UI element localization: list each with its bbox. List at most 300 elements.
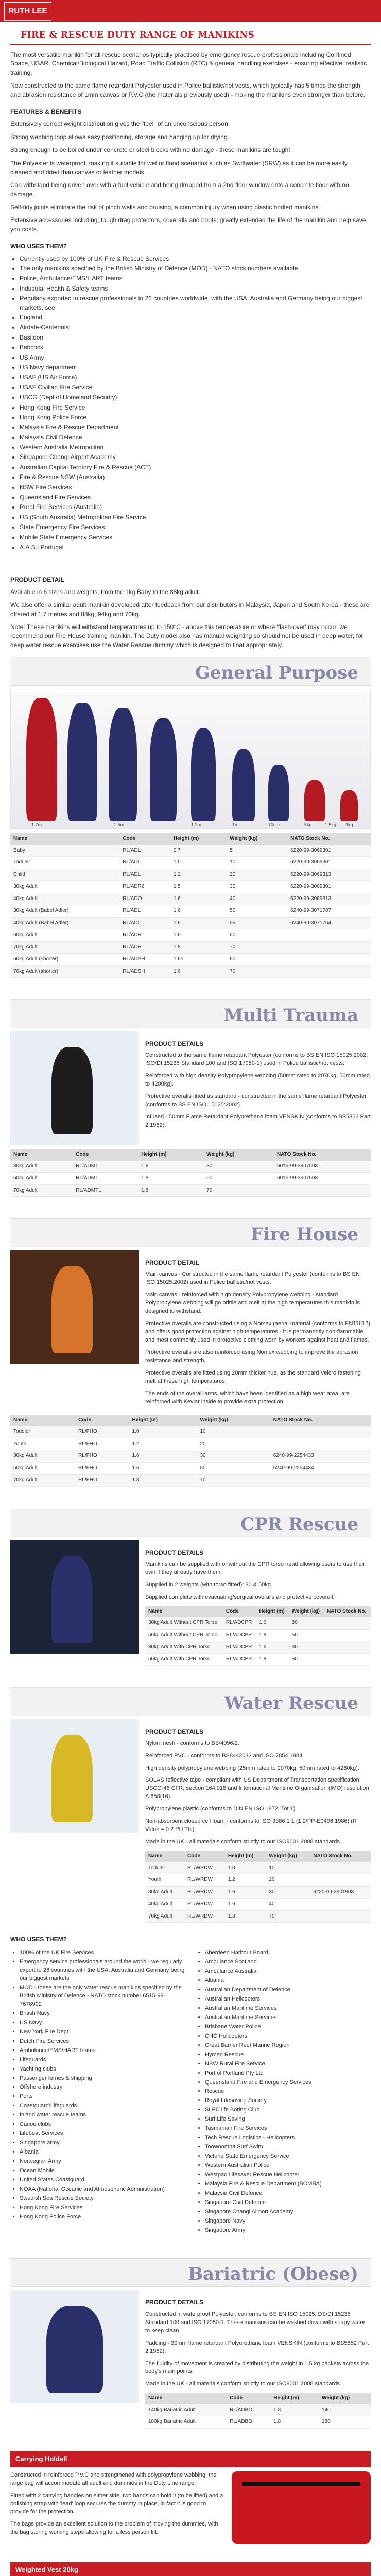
table-cell: 6015-99-3907503 <box>274 1161 371 1173</box>
water-user-item: • CHC Helicopters <box>205 2032 371 2041</box>
ba-detail: Made in the UK - all materials conform strictly to our ISO9001:2008 standards. <box>145 2381 341 2387</box>
table-cell <box>287 965 371 978</box>
intro-paragraph: The most versatile manikin for all rescue scenarios typically practised by emergency rescue professionals including Confined Space, USAR, Chemical/Biological Hazard, Road Traffic Collision (RTC) & general handling exercises - ensuring effective, realistic training. <box>10 51 367 76</box>
column-header: Weight (kg) <box>203 1149 274 1161</box>
water-users-list-right <box>196 1949 371 2235</box>
table-cell: 1.8 <box>138 1173 203 1185</box>
gp-detail: Available in 6 sizes and weights, from the 1kg Baby to the 88kg adult. <box>10 588 200 596</box>
water-user-item: • Malaysia Fire & Rescue Department (BOMBA) <box>205 2180 371 2189</box>
holdall-photo <box>232 2471 371 2544</box>
general-purpose-banner <box>10 657 371 686</box>
column-header: Name <box>10 1415 75 1427</box>
who-uses-item: • USAF Civilian Fire Service <box>20 383 371 392</box>
column-header: NATO Stock No. <box>287 833 371 845</box>
cpr-rescue-spec-table <box>145 1606 371 1666</box>
table-cell: 30 <box>203 1161 274 1173</box>
multi-trauma-spec-table <box>10 1149 371 1197</box>
table-cell: 1.6 <box>129 1450 197 1463</box>
column-header: Weight (kg) <box>319 2393 371 2404</box>
section-title: General Purpose <box>195 663 358 684</box>
table-cell: 1.8 <box>256 1629 288 1641</box>
who-uses-item: • US (South Australia) Metropolitan Fire Service <box>20 513 371 522</box>
water-user-item: • NOAA (National Oceanic and Atmospheric Administration) <box>20 2185 185 2194</box>
table-row <box>10 1173 371 1185</box>
manikin-figure <box>109 708 137 821</box>
table-cell: 60kg Adult (shorter) <box>10 954 119 966</box>
table-cell: 1.6 <box>170 905 227 918</box>
table-cell: 70kg Adult <box>10 941 119 954</box>
table-cell: RL/FHO <box>75 1438 129 1450</box>
table-cell <box>287 929 371 942</box>
column-header: Height (m) <box>225 1851 266 1862</box>
water-user-item: • Swedish Sea Rescue Society <box>20 2195 185 2203</box>
table-cell: 30 <box>289 1617 324 1629</box>
who-uses-item: • Malaysia Fire & Rescue Department <box>20 423 371 432</box>
column-header: Weight (kg) <box>227 833 287 845</box>
table-cell: 1.6 <box>256 1641 288 1654</box>
table-cell: 70 <box>203 1184 274 1197</box>
intro-paragraph: Now constructed to the same flame retardant Polyester used in Police ballistic/riot vests, which typically has 5 times the strength and abrasion resistance of 1mm canvas or P.V.C (the materials previously used) - making the manikins even stronger than before. <box>10 82 366 98</box>
manikin-figure <box>191 728 216 821</box>
who-uses-item: • USAF (US Air Force) <box>20 373 371 382</box>
table-cell: RL/ADL <box>119 857 170 869</box>
general-purpose-detail-heading: PRODUCT DETAIL <box>10 576 65 584</box>
table-row <box>145 1862 371 1874</box>
column-header: Height (m) <box>138 1149 203 1161</box>
who-uses-item: • England <box>20 313 371 322</box>
holdall-strap <box>242 2482 360 2486</box>
table-cell: 70kg Adult (shorter) <box>10 965 119 978</box>
table-row <box>145 1617 371 1629</box>
table-cell: 1.8 <box>138 1184 203 1197</box>
table-cell: RL/WRDW <box>184 1886 225 1899</box>
table-cell: RL/ADMTL <box>73 1184 138 1197</box>
table-cell: RL/FHO <box>75 1462 129 1475</box>
mt-detail: Reinforced with high density Polypropylene webbing (50mm rated to 2070kg, 50mm rated to 4280kg). <box>145 1073 370 1088</box>
brand-header <box>0 0 381 22</box>
table-cell: 1.8 <box>170 941 227 954</box>
water-user-item: • 100% of the UK Fire Services <box>20 1949 185 1957</box>
who-uses-item: • Hong Kong Police Force <box>20 413 371 422</box>
table-cell: 1.6 <box>170 929 227 942</box>
table-cell: 1.0 <box>225 1862 266 1874</box>
fire-house-banner <box>10 1218 371 1247</box>
cpr-rescue-photo <box>10 1540 139 1654</box>
table-cell <box>324 1641 371 1654</box>
who-uses-item: • Mobile State Emergency Services <box>20 533 371 542</box>
mt-detail: Infused - 50mm Flame Retardant Polyurethane foam VENSKIN (conforms to BS5852 Part 2 1982). <box>145 1114 371 1129</box>
table-cell: Child <box>10 869 119 881</box>
water-user-item: • Norwegian Army <box>20 2158 185 2166</box>
who-uses-item: • The only manikins specified by the British Ministry of Defence (MOD) - NATO stock numbers available <box>20 264 371 273</box>
water-user-item: • Victoria State Emergency Service <box>205 2153 371 2161</box>
who-uses-item: • Queensland Fire Services <box>20 493 371 502</box>
who-uses-heading: WHO USES THEM? <box>10 243 67 250</box>
water-user-item: • Ambulance Scotland <box>205 1958 371 1967</box>
table-cell: 30kg Adult <box>10 881 119 893</box>
table-row <box>10 917 371 929</box>
water-user-item: • Toowoomba Surf Swim <box>205 2143 371 2151</box>
water-user-item: • US Navy <box>20 2019 185 2027</box>
table-cell: 40kg Adult <box>145 1899 184 1911</box>
water-user-item: • Lifeguards <box>20 2056 185 2064</box>
water-user-item: • Tasmanian Fire Services <box>205 2125 371 2133</box>
table-cell: RL/ADMT <box>73 1173 138 1185</box>
table-row <box>145 1886 371 1899</box>
cpr-rescue-banner <box>10 1509 371 1537</box>
water-user-item: • Malaysia Civil Defence <box>205 2190 371 2198</box>
cpr-detail: Supplied in 2 weights (with torso fitted): 30 & 50kg. <box>145 1581 273 1588</box>
column-header: Name <box>10 833 119 845</box>
who-uses-item: • NSW Fire Services <box>20 483 371 492</box>
table-row <box>10 941 371 954</box>
water-who-heading: WHO USES THEM? <box>10 1936 67 1943</box>
table-cell: 20 <box>227 869 287 881</box>
water-user-item: • Ocean Mobile <box>20 2167 185 2175</box>
table-cell: RL/ADL <box>119 905 170 918</box>
table-cell: 20 <box>197 1438 270 1450</box>
table-cell: 70 <box>227 965 287 978</box>
table-cell: 5 <box>227 845 287 857</box>
section-title: Fire House <box>251 1224 358 1245</box>
column-header: Name <box>145 1851 184 1862</box>
water-user-item: • Australian Maritime Services <box>205 2005 371 2013</box>
fh-detail: Protective overalls are constructed using a Nomex (aerial material (conforms to EN11612) and offers good protection against high temperatures - it is permanently non-flammable and most commonly used in protective clothing worn by workers against heat and flames. <box>145 1320 370 1344</box>
water-user-item: • United States Coastguard <box>20 2176 185 2184</box>
table-row <box>10 1184 371 1197</box>
who-uses-item: • Industrial Health & Safety teams <box>20 284 371 293</box>
water-users-list-left <box>10 1949 185 2235</box>
table-cell: 30 <box>227 881 287 893</box>
table-row <box>145 2404 371 2416</box>
table-row <box>10 869 371 881</box>
table-row <box>10 1161 371 1173</box>
table-cell: 20 <box>266 1874 310 1887</box>
water-user-item: • Offshore industry <box>20 2083 185 2092</box>
table-cell: RL/ADR6 <box>119 881 170 893</box>
column-header: Code <box>119 833 170 845</box>
holdall-paragraph: Constructed in reinforced P.V.C and strengthened with polypropylene webbing, the large bag will accommodate all adult and dummies in the Duty Line range. <box>10 2471 217 2486</box>
ba-detail: Constructed in waterproof Polyester, conforms to BS EN ISO 15025, DS/DI 15236 Standard 100 and ISO 17050-1. These manikins can be washed down with soapy water to keep clean. <box>145 2311 366 2334</box>
column-header: NATO Stock No. <box>324 1606 371 1618</box>
table-cell: 50 <box>289 1629 324 1641</box>
product-detail-heading: PRODUCT DETAILS <box>145 1549 204 1556</box>
column-header: Weight (kg) <box>266 1851 310 1862</box>
water-user-item: • SLPC life Boring Club <box>205 2106 371 2114</box>
table-row <box>145 1910 371 1923</box>
manikin-figure <box>46 2306 103 2393</box>
water-user-item: • Singapore Army <box>205 2227 371 2235</box>
table-cell: RL/ADR <box>119 929 170 942</box>
multi-trauma-photo <box>10 1031 139 1145</box>
size-label: 1.2m <box>191 822 202 828</box>
ruth-lee-logo: RUTH LEE <box>4 2 51 21</box>
table-cell: RL/ADCPR <box>223 1629 256 1641</box>
size-label: 70cm <box>268 822 280 828</box>
ba-detail: The fluidity of movement is created by distributing the weight in 1.5 kg packets across the body's main points. <box>145 2360 369 2375</box>
table-cell: RL/ADCPR <box>223 1641 256 1654</box>
table-header-row <box>145 1606 371 1618</box>
water-user-item: • Western Australian Police <box>205 2162 371 2170</box>
column-header: Name <box>10 1149 73 1161</box>
table-cell: 50kg Adult <box>10 1173 73 1185</box>
manikin-figure <box>232 749 255 821</box>
who-uses-item: • Rural Fire Services (Australia) <box>20 503 371 512</box>
table-cell: 50kg Adult Without CPR Torso <box>145 1629 223 1641</box>
wr-detail: Non-absorbent closed cell foam - conforms to ISO 3386 1 1 (1.2/PP-E0406 1986) (R Value = 0.2 PU Thi). <box>145 1818 357 1833</box>
table-cell: RL/ADCPR <box>223 1653 256 1666</box>
table-cell: 1.2 <box>129 1438 197 1450</box>
product-detail-heading: PRODUCT DETAIL <box>145 1259 200 1267</box>
who-uses-item: • Regularly exported to rescue professionals in 26 countries worldwide, with the USA, Australia and Germany being our biggest markets, see: <box>20 294 371 312</box>
water-user-item: • Ambulance/EMS/HART teams <box>20 2047 185 2055</box>
table-row <box>145 2416 371 2429</box>
feature-item: Extensive accessories including; tough drag protectors, coveralls and boots; greatly extended the life of the manikin and help save you costs. <box>10 216 366 233</box>
water-user-item: • Emergency service professionals around the world - we regularly export to 26 countries with the USA, Australia and Germany being our biggest markets <box>20 1958 185 1983</box>
table-cell: 10 <box>266 1862 310 1874</box>
water-user-item: • MOD - these are the only water rescue manikins specified by the British Ministry of Defence - NATO stock number 6515-99-7678902 <box>20 1984 185 2009</box>
manikin-figure <box>304 780 325 821</box>
column-header: Name <box>145 1606 223 1618</box>
who-uses-item: • Babcock <box>20 343 371 352</box>
size-label: 1.5kg <box>325 822 337 828</box>
table-cell: 70kg Adult <box>10 1184 73 1197</box>
water-user-item: • Singapore Civil Defence <box>205 2199 371 2207</box>
size-label: 3kg <box>345 822 353 828</box>
table-cell: RL/WRDW <box>184 1874 225 1887</box>
column-header: Height (m) <box>170 833 227 845</box>
table-cell: 10 <box>197 1426 270 1438</box>
table-header-row <box>10 833 371 845</box>
water-user-item: • Singapore army <box>20 2139 185 2147</box>
cpr-detail: Supplied complete with evacuating/surgical overalls and protective coverall. <box>145 1594 335 1600</box>
size-label: 1.7m <box>31 822 42 828</box>
fire-house-spec-table <box>10 1415 371 1487</box>
who-uses-item: • Currently used by 100% of UK Fire & Rescue Services <box>20 255 371 263</box>
holdall-heading: Carrying Holdall <box>10 2451 371 2467</box>
table-header-row <box>10 1149 371 1161</box>
water-user-item: • Royal Lifesaving Society <box>205 2097 371 2105</box>
water-rescue-spec-table <box>145 1851 371 1923</box>
table-cell: 1.2 <box>225 1874 266 1887</box>
column-header: Height (m) <box>270 2393 319 2404</box>
product-detail-heading: PRODUCT DETAILS <box>145 1728 204 1736</box>
bariatric-banner <box>10 2258 371 2287</box>
manikin-figure <box>340 790 358 821</box>
table-cell <box>270 1475 371 1487</box>
table-cell: 6240-99-3071764 <box>287 917 371 929</box>
water-user-item: • Coastguard/Lifeguards <box>20 2102 185 2110</box>
table-cell: 30 <box>197 1450 270 1463</box>
water-user-item: • Australian Maritime Services <box>205 2014 371 2022</box>
table-cell: 1.8 <box>270 2404 319 2416</box>
table-cell: 60kg Adult <box>10 929 119 942</box>
table-cell: 6240-99-2254433 <box>270 1450 371 1463</box>
table-cell: 30 <box>289 1641 324 1654</box>
table-row <box>10 881 371 893</box>
table-cell: 1.6 <box>138 1161 203 1173</box>
table-row <box>10 929 371 942</box>
column-header: Weight (kg) <box>197 1415 270 1427</box>
holdall-paragraph: The bags provide an excellent solution to the problem of moving the dummies, with the bag storing working steps allowing for a less person lift. <box>10 2521 218 2536</box>
table-cell: 1.6 <box>225 1886 266 1899</box>
holdall-paragraph: Fitted with 2 carrying handles on either side, two hands can hold it (to be lifted) and a polishing strap with 'lead' loop secures the dummy in place, in fact it is good to provide for the protection. <box>10 2492 223 2515</box>
table-cell: 1.8 <box>256 1653 288 1666</box>
table-cell: RL/ADL <box>119 869 170 881</box>
table-cell: 180kg Bariatric Adult <box>145 2416 227 2429</box>
table-cell: 6220-99-3069301 <box>287 845 371 857</box>
table-cell: Youth <box>10 1438 75 1450</box>
water-user-item: • New York Fire Dept <box>20 2028 185 2037</box>
table-cell: RL/ADSH <box>119 965 170 978</box>
who-uses-list <box>10 255 371 552</box>
table-cell: RL/WRDW <box>184 1862 225 1874</box>
table-cell: 30kg Adult <box>145 1886 184 1899</box>
water-rescue-banner <box>10 1687 371 1716</box>
table-row <box>10 893 371 905</box>
manikin-figure <box>51 1556 93 1643</box>
table-cell: 6220-99-3069313 <box>287 893 371 905</box>
table-cell: 1.8 <box>270 2416 319 2429</box>
table-cell: 70 <box>266 1910 310 1923</box>
table-cell: 1.6 <box>129 1462 197 1475</box>
section-title: Multi Trauma <box>223 1005 358 1026</box>
table-cell <box>287 941 371 954</box>
table-cell: 60 <box>227 954 287 966</box>
table-cell: 50 <box>289 1653 324 1666</box>
water-user-item: • NSW Rural Fire Service <box>205 2060 371 2069</box>
water-user-item: • Westpac Lifesaver Rescue Helicopter <box>205 2171 371 2179</box>
page-title: FIRE & RESCUE DUTY RANGE OF MANIKINS <box>10 22 371 45</box>
fh-detail: Main canvas - Constructed in the same flame retardant Polyester (conforms to BS EN ISO 15025:2002) used in Police ballistic/riot vests. <box>145 1271 360 1286</box>
table-cell: 1.6 <box>170 965 227 978</box>
table-cell: 40 <box>266 1899 310 1911</box>
water-user-item: • Lifeboat Services <box>20 2130 185 2138</box>
table-cell: Baby <box>10 845 119 857</box>
table-cell: 50 <box>197 1462 270 1475</box>
ba-detail: Padding - 30mm flame retardant Polyurethane foam VENSKIN (conforms to BS5852 Part 2 1982). <box>145 2340 369 2354</box>
feature-item: Strong enough to be boiled under concrete or steel blocks with no damage - these manikins are tough! <box>10 146 290 154</box>
table-cell: 50kg Adult <box>10 1462 75 1475</box>
column-header: Code <box>223 1606 256 1618</box>
table-cell <box>270 1438 371 1450</box>
who-uses-item: • USCG (Dept of Homeland Security) <box>20 393 371 402</box>
size-label: 1.5m <box>114 822 125 828</box>
table-cell: RL/ADO <box>119 893 170 905</box>
features-list <box>10 120 371 234</box>
table-cell: 10 <box>227 857 287 869</box>
water-rescue-photo <box>10 1719 139 1833</box>
table-cell <box>324 1629 371 1641</box>
table-cell <box>324 1617 371 1629</box>
water-user-item: • British Navy <box>20 2010 185 2018</box>
water-user-item: • Hymen Rescue <box>205 2051 371 2059</box>
table-cell: RL/FHO <box>75 1475 129 1487</box>
water-user-item: • Passenger ferries & shipping <box>20 2075 185 2083</box>
table-cell: 6220-99-3069313 <box>287 869 371 881</box>
table-cell: RL/ADCPR <box>223 1617 256 1629</box>
column-header: NATO Stock No. <box>310 1851 371 1862</box>
table-row <box>145 1641 371 1654</box>
table-cell: RL/WRDW <box>184 1899 225 1911</box>
feature-item: Can withstand being driven over with a fuel vehicle and being dropped from a 2nd floor window onto a concrete floor with no damage. <box>10 181 349 198</box>
table-row <box>10 954 371 966</box>
table-row <box>10 1450 371 1463</box>
table-cell: 1.2 <box>170 869 227 881</box>
manikin-figure <box>67 703 97 821</box>
water-user-item: • Great Barrier Reef Marine Region <box>205 2042 371 2050</box>
water-user-item: • Tech Rescue Logistics - Helicopters <box>205 2134 371 2142</box>
table-cell: 30kg Adult With CPR Torso <box>145 1641 223 1654</box>
table-cell: 1.0 <box>129 1426 197 1438</box>
water-user-item: • Canoe clubs <box>20 2121 185 2129</box>
table-cell: 0.7 <box>170 845 227 857</box>
manikin-figure <box>51 1047 93 1134</box>
table-cell <box>270 1426 371 1438</box>
water-user-item: • Queensland Fire and Emergency Services <box>205 2079 371 2087</box>
table-cell: 6240-99-2254434 <box>270 1462 371 1475</box>
who-uses-item: • Western Australia Metropolitan <box>20 443 371 452</box>
water-user-item: • Australian Helicopters <box>205 1995 371 2004</box>
table-row <box>145 1629 371 1641</box>
water-user-item: • Surf Life Saving <box>205 2115 371 2124</box>
table-row <box>10 845 371 857</box>
wr-detail: High density polypropylene webbing (25mm rated to 2070kg, 50mm rated to 4280kg). <box>145 1765 359 1771</box>
table-cell: 6015-99-3907503 <box>274 1173 371 1185</box>
mt-detail: Constructed to the same flame retardant Polyester (conforms to BS EN ISO 15025:2002, ISO/DI 15236 Standard 100 and ISO 17050-1) used in Police ballistic/riot vests. <box>145 1052 368 1067</box>
table-cell: 6220-99-3069301 <box>287 881 371 893</box>
table-row <box>145 1874 371 1887</box>
table-row <box>10 1426 371 1438</box>
column-header: Code <box>75 1415 129 1427</box>
table-cell: 30 <box>266 1886 310 1899</box>
product-detail-heading: PRODUCT DETAILS <box>145 1040 204 1048</box>
section-title: CPR Rescue <box>240 1514 358 1535</box>
table-cell <box>310 1910 371 1923</box>
gp-detail: Note: These manikins will withstand temperatures up to 150°C - above this temperature or where 'flash-over' may occur, we recommend our Fire House training manikin. The Duty model also has manual weighting so should not be used in deep water, for deep water rescue exercises use the Water Rescue dummy which is designed to float appropriately. <box>10 623 363 649</box>
column-header: Code <box>184 1851 225 1862</box>
feature-item: The Polyester is waterproof, making it suitable for wet or flood scenarios such as Swiftwater (SRW) as it can be more easily cleaned and dried than canvas or leather models. <box>10 159 348 176</box>
table-cell: Toddler <box>10 1426 75 1438</box>
water-user-item: • Ports <box>20 2093 185 2101</box>
table-cell: 180 <box>319 2416 371 2429</box>
manikin-figure <box>51 1735 93 1822</box>
table-cell: 1.6 <box>256 1617 288 1629</box>
table-cell: 1.8 <box>225 1910 266 1923</box>
water-user-item: • Hong Kong Police Force <box>20 2213 185 2222</box>
table-cell: 40kg Adult (Babel Adler) <box>10 917 119 929</box>
who-uses-item: • Hong Kong Fire Service <box>20 403 371 412</box>
fh-detail: Protective overalls are fitted using 20mm thicker hue, as the standard Velcro fastening melt at these high temperatures. <box>145 1369 361 1384</box>
column-header: NATO Stock No. <box>274 1149 371 1161</box>
features-heading: FEATURES & BENEFITS <box>10 108 82 115</box>
intro-section <box>0 45 381 562</box>
table-cell: 70 <box>227 941 287 954</box>
table-header-row <box>10 1415 371 1427</box>
who-uses-item: • Singapore Changi Airport Academy <box>20 453 371 462</box>
table-row <box>10 905 371 918</box>
table-cell: 30kg Adult Without CPR Torso <box>145 1617 223 1629</box>
table-header-row <box>145 1851 371 1862</box>
cpr-detail: Manikins can be supplied with or without the CPR torso head allowing users to use their own if they already have them. <box>145 1561 365 1575</box>
table-cell: 55 <box>227 917 287 929</box>
fh-detail: The ends of the overall arms, which have been identified as a high wear area, are reinforced with Kevlar inside to provide extra protection. <box>145 1390 350 1405</box>
table-row <box>10 857 371 869</box>
table-cell: 1.6 <box>225 1899 266 1911</box>
manikin-lineup-photo <box>10 689 371 829</box>
water-user-item: • Brisbane Water Police <box>205 2023 371 2031</box>
gp-detail: We also offer a similar adult manikin developed after feedback from our distributors in Malaysia, Japan and South Korea - these are offered at 1.7 metres and 88kg, 94kg and 70kg. <box>10 601 370 618</box>
